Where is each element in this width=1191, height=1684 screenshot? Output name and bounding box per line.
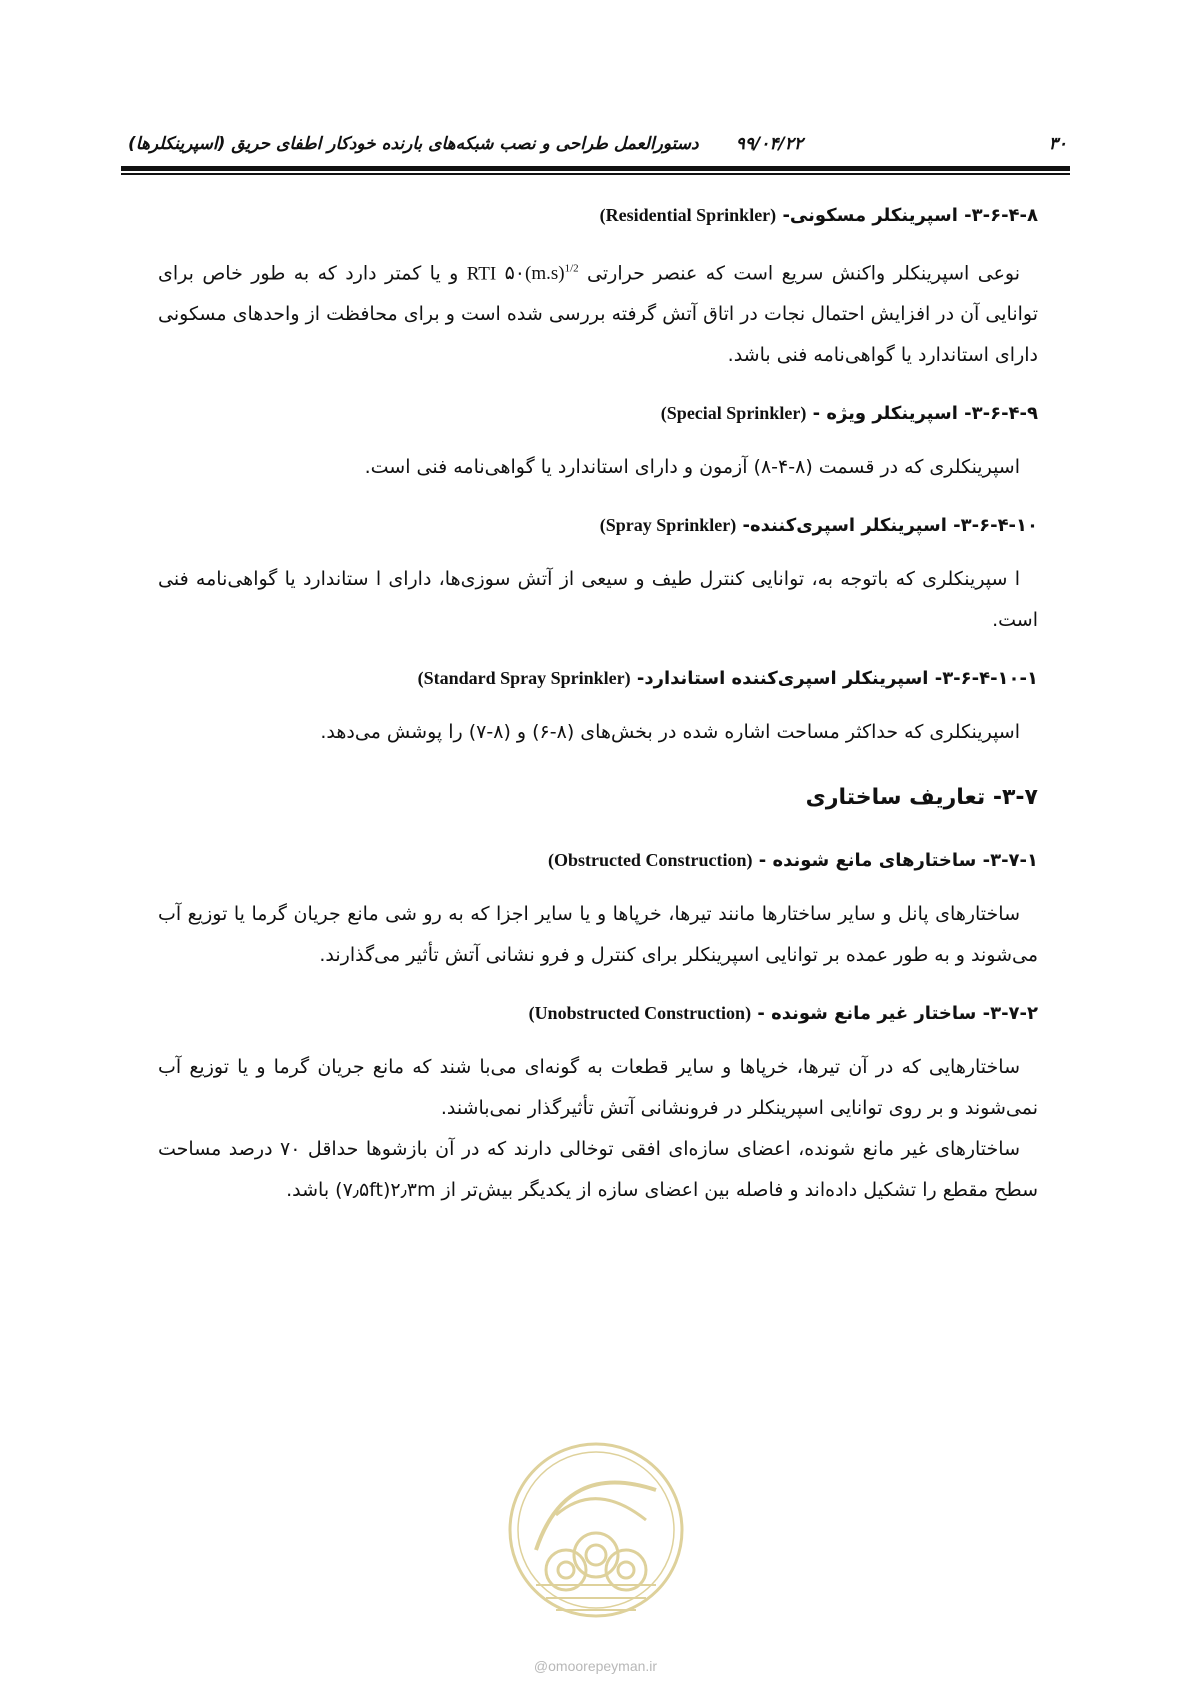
heading-en: (Residential Sprinkler) [599,205,777,225]
header-rule-thick [121,166,1070,171]
paragraph-standard-spray: اسپرینکلری که حداکثر مساحت اشاره شده در بخش‌های (۸-۶) و (۸-۷) را پوشش می‌دهد. [320,721,1020,744]
section-heading-residential [158,200,1038,231]
heading-en: (Spray Sprinkler) [599,515,737,536]
watermark-logo [496,1420,696,1640]
header-date: ۹۹/۰۴/۲۲ [735,134,803,154]
heading-fa: ۳-۶-۴-۱۰- اسپرینکلر اسپری‌کننده- [736,515,1038,537]
heading-fa: ۳-۶-۴-۱۰-۱- اسپرینکلر اسپری‌کننده استاندارد- [630,668,1038,690]
paragraph-unobstructed-1: ساختارهایی که در آن تیرها، خرپاها و سایر قطعات به گونه‌ای می‌با شند که مانع جریان گرما و یا توزیع آب نمی‌شوند و بر روی توانایی اسپرینکلر در فرونشانی آتش تأثیرگذار نمی‌باشند. [158,1056,1038,1120]
section-heading-obstructed [158,845,1038,876]
paragraph-residential: نوعی اسپرینکلر واکنش سریع است که عنصر حرارتی RTI $۵۰(m.s)^{1/2}$ و یا کمتر دارد که به طور خاص برای توانایی آن در افزایش احتمال نجات در اتاق آتش گرفته بررسی شده است و برای محافظت از واحدهای مسکونی دارای استاندارد یا گواهی‌نامه فنی باشد. [158,262,1038,367]
section-heading-unobstructed [158,998,1038,1029]
header-rule-thin [121,173,1070,175]
paragraph-obstructed: ساختارهای پانل و سایر ساختارها مانند تیرها، خرپاها و یا سایر اجزا که به رو شی مانع جریان گرما یا توزیع آب می‌شوند و به طور عمده بر توانایی اسپرینکلر برای کنترل و فرو نشانی آتش تأثیر می‌گذارند. [158,903,1038,967]
section-heading-spray [158,510,1038,541]
section-heading-standard-spray [158,663,1038,694]
paragraph-spray: ا سپرینکلری که باتوجه به، توانایی کنترل طیف و سیعی از آتش سوزی‌ها، دارای ا ستاندارد یا گواهی‌نامه فنی است. [158,568,1038,632]
heading-fa: ۳-۷-۱- ساختارهای مانع شونده - [752,850,1038,872]
heading-fa: ۳-۶-۴-۸- اسپرینکلر مسکونی- [776,205,1038,226]
seal-icon [496,1420,696,1640]
main-content [158,200,1038,1233]
header-title: دستورالعمل طراحی و نصب شبکه‌های بارنده خودکار اطفای حریق (اسپرینکلرها) [128,134,699,154]
chapter-heading: ۳-۷- تعاریف ساختاری [805,785,1038,811]
heading-en: (Unobstructed Construction) [528,1003,752,1024]
page-number: ۳۰ [1048,134,1067,154]
heading-fa: ۳-۷-۲- ساختار غیر مانع شونده - [751,1003,1038,1025]
heading-en: (Standard Spray Sprinkler) [417,668,631,689]
section-heading-special [158,398,1038,429]
paragraph-special: اسپرینکلری که در قسمت (۸-۴-۸) آزمون و دارای استاندارد یا گواهی‌نامه فنی است. [364,456,1020,479]
paragraph-unobstructed-2: ساختارهای غیر مانع شونده، اعضای سازه‌ای افقی توخالی دارند که در آن بازشوها حداقل ۷۰ درصد مساحت سطح مقطع را تشکیل داده‌اند و فاصله بین اعضای سازه از یکدیگر بیش‌تر از ۲٫۳m(۷٫۵ft) باشد. [158,1138,1038,1202]
heading-fa: ۳-۶-۴-۹- اسپرینکلر ویژه - [806,403,1038,425]
heading-en: (Obstructed Construction) [547,850,753,871]
heading-en: (Special Sprinkler) [660,403,807,424]
page-header [128,132,1067,162]
footer-site-link: @omoorepeyman.ir [533,1658,658,1674]
